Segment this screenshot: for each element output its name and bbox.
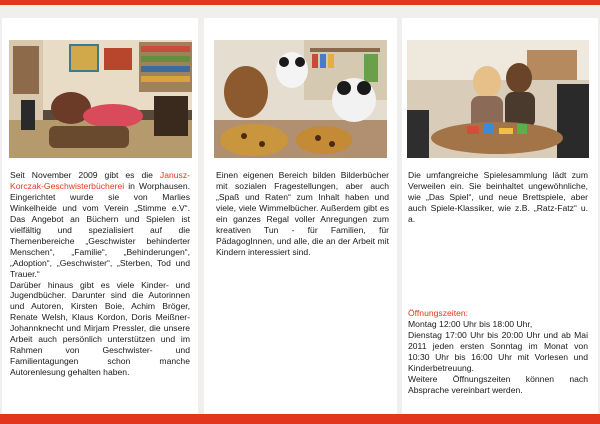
opening-hours: [408, 308, 588, 396]
library-name: Janusz-Korczak-Geschwisterbücherei: [10, 170, 190, 191]
games-text: Die umfangreiche Spielesammlung lädt zum Verweilen ein. Sie beinhaltet ungewöhnliche, wie „Das Spiel“, und neue Brettspiele, aber auch Spiele-Klassiker, wie z.B. „Ratz-Fatz“ u. a.: [408, 170, 588, 224]
intro-lead: Seit November 2009 gibt es die: [10, 170, 160, 180]
panel-games: [402, 18, 598, 414]
opening-hours-monday: Montag 12:00 Uhr bis 18:00 Uhr,: [408, 318, 533, 329]
opening-hours-title: Öffnungszeiten:: [408, 308, 469, 318]
opening-hours-extra: Weitere Öffnungszeiten können nach Absprache vereinbart werden.: [408, 373, 588, 395]
top-accent-bar: [0, 0, 600, 5]
intro-second-paragraph: Darüber hinaus gibt es viele Kinder- und Jugendbücher. Darunter sind die Autorinnen und Autoren, Kirsten Boie, Achim Bröger, Renate Welsh, Klaus Kordon, Doris Meißner-Johannknecht und Mirjam Pressler, die unsere Arbeit auch persönlich unterstützen und im Rahmen von Geschwister- und Familientagungen schon manche Autorenlesung gehalten haben.: [10, 279, 190, 378]
intro-text: [10, 170, 190, 378]
photo-stuffed-animals: [214, 40, 387, 158]
opening-hours-tuesday-sunday: Dienstag 17:00 Uhr bis 20:00 Uhr und ab Mai 2011 jeden ersten Sonntag im Monat von 10:30 Uhr bis 16:00 Uhr mit Vorlesen und Kinderbetreuung.: [408, 329, 588, 373]
panel-picture-books: [204, 18, 397, 414]
photo-reading-room: [9, 40, 192, 158]
panel-library-intro: [2, 18, 198, 414]
photo-kids-playing: [407, 40, 589, 158]
bottom-accent-bar: [0, 414, 600, 424]
intro-body: in Worphausen. Eingerichtet wurde sie von Marlies Winkelheide und vom Verein „Stimme e.V“. Das Angebot an Büchern und Spielen ist vielfältig und spezialisiert auf die Themenbereiche „Geschwister behinderter Menschen“, „Familie“, „Behinderungen“, „Adoption“, „Geschwister“, „Sterben, Tod und Trauer.“: [10, 180, 190, 279]
picture-books-text: Einen eigenen Bereich bilden Bilderbücher mit sozialen Fragestellungen, aber auch „Spaß und Raten“ zum Inhalt haben und viele, viele Wimmelbücher. Außerdem gibt es ein ganzes Regal voller Anregungen zum kreativen Tun - für Familien, für PädagogInnen, und alle, die an der Arbeit mit Kindern interessiert sind.: [216, 170, 389, 257]
